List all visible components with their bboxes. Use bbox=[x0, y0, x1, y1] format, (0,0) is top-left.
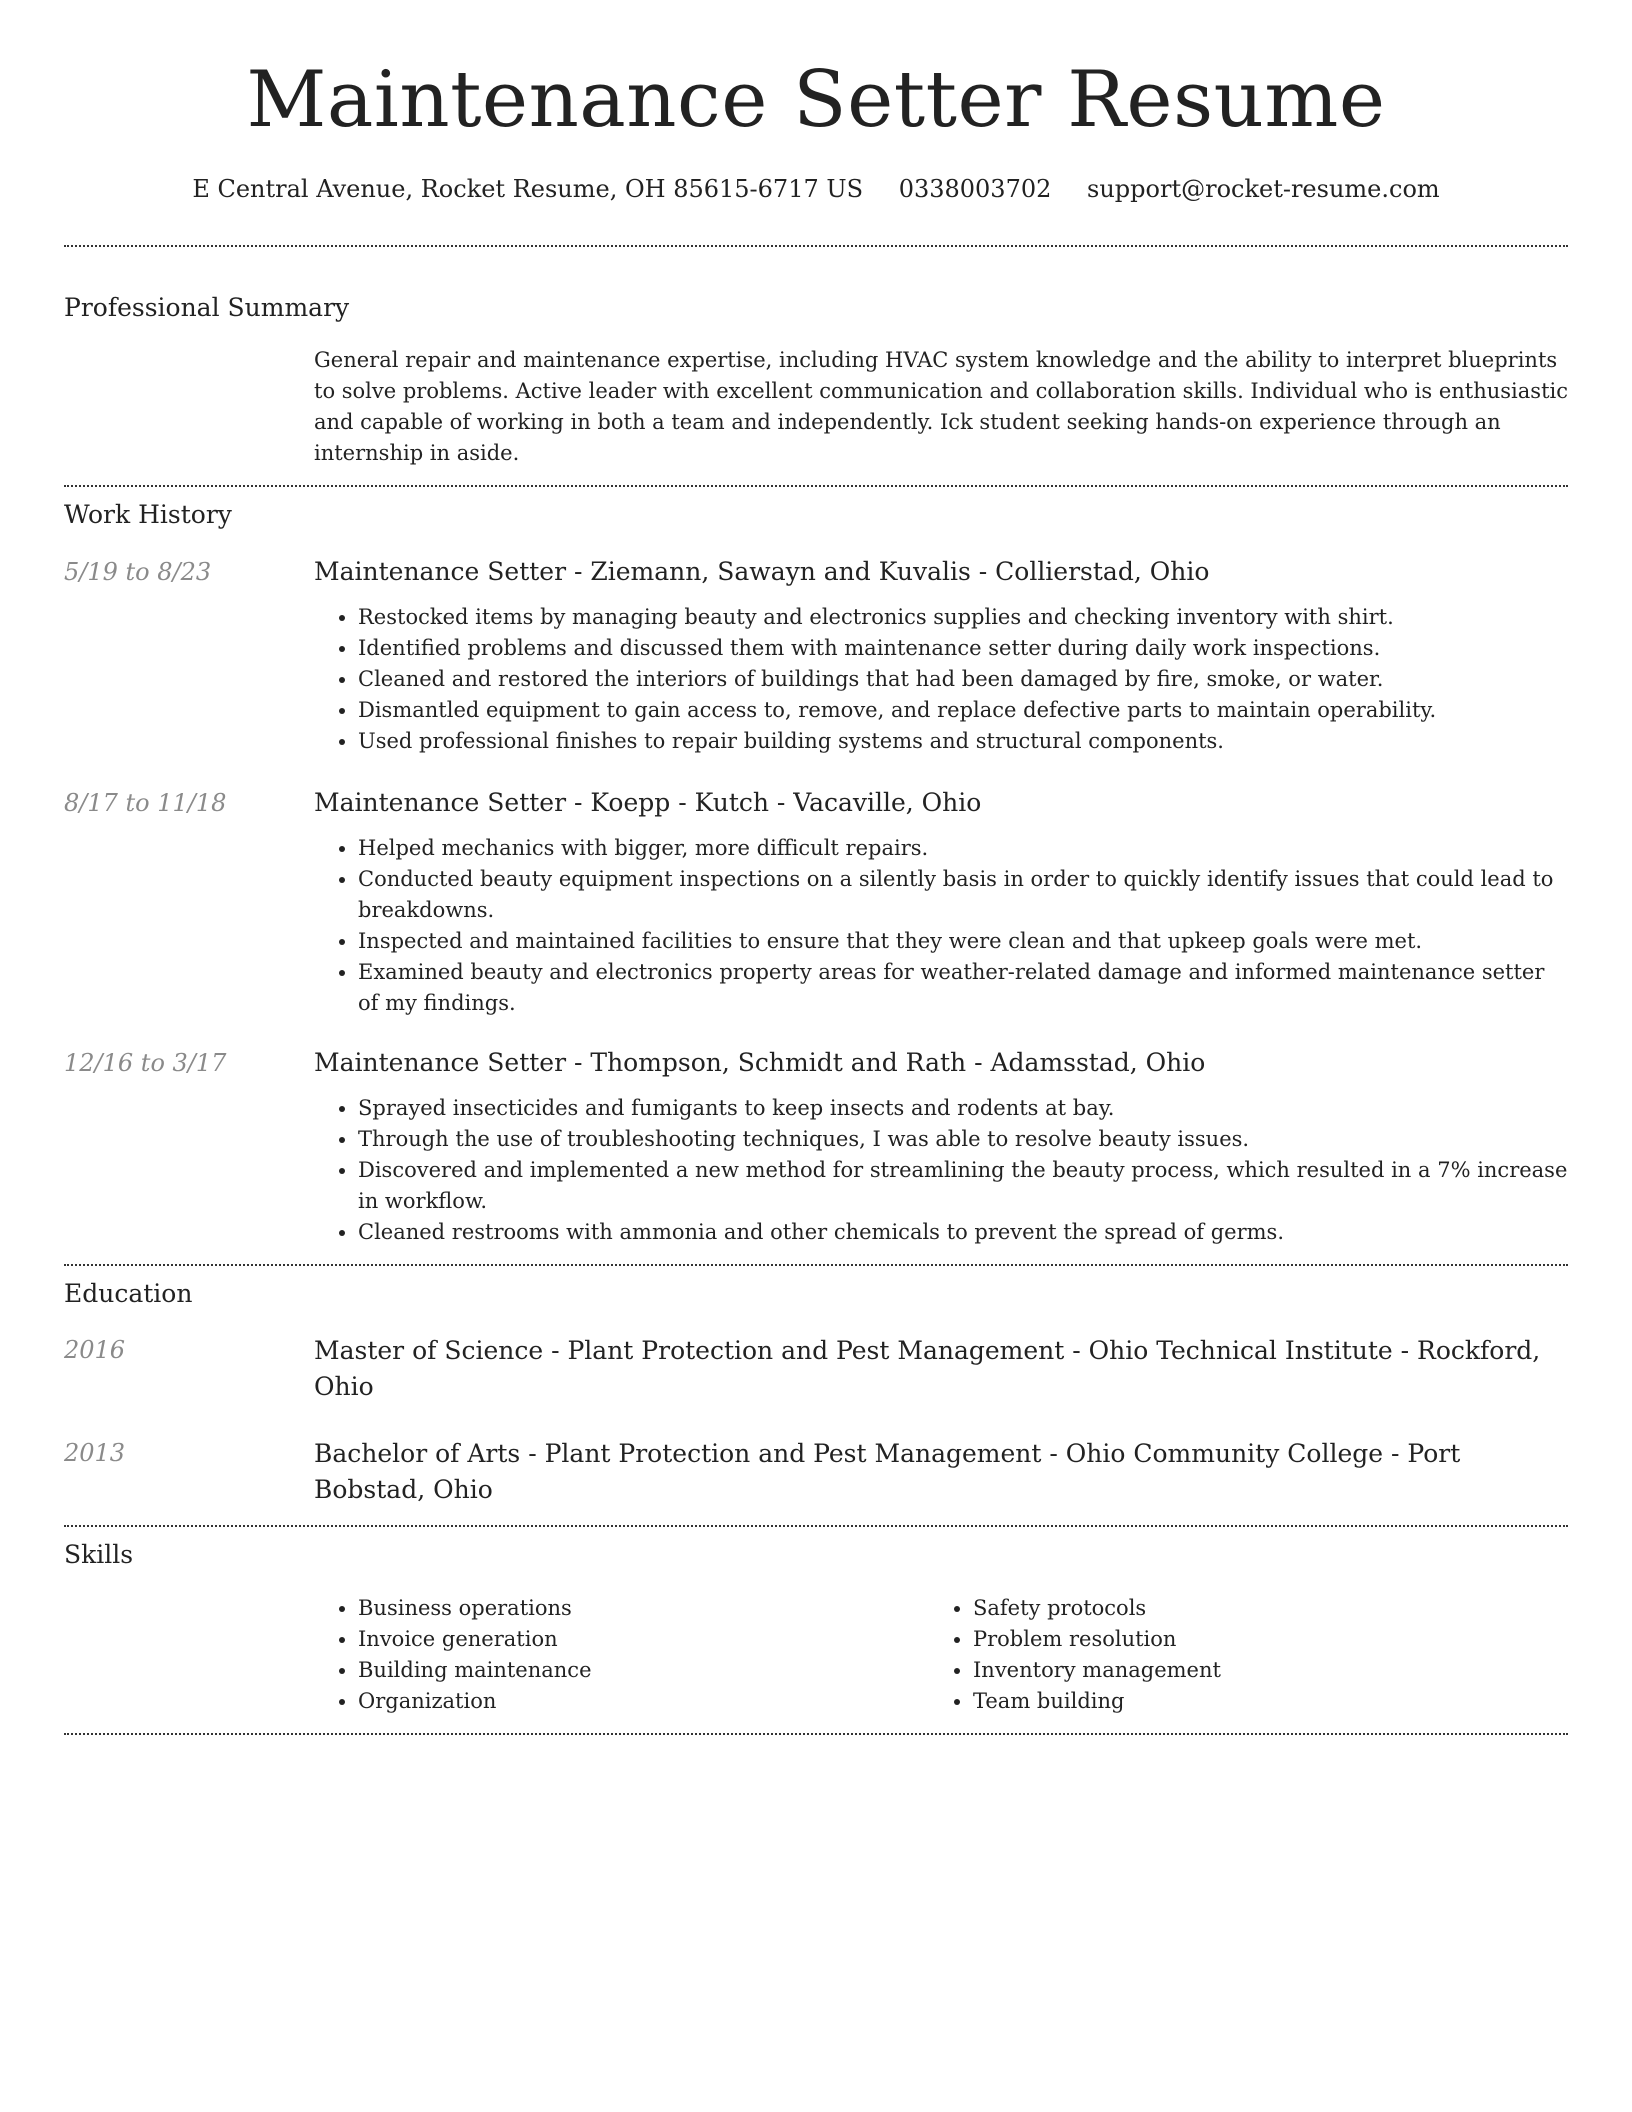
skill-item: • Business operations bbox=[358, 1593, 929, 1624]
section-title-skills: Skills bbox=[64, 1540, 134, 1569]
job-bullet: • Identified problems and discussed them with maintenance setter during daily work inspections. bbox=[358, 633, 1568, 664]
job-bullet: • Conducted beauty equipment inspections on a silently basis in order to quickly identify issues that could lead to breakdowns. bbox=[358, 864, 1568, 926]
job-dates: 8/17 to 11/18 bbox=[64, 789, 227, 817]
job-bullet: • Cleaned restrooms with ammonia and other chemicals to prevent the spread of germs. bbox=[358, 1217, 1568, 1248]
education-year: 2013 bbox=[64, 1439, 126, 1467]
skill-item: • Team building bbox=[973, 1686, 1544, 1717]
job-heading: Maintenance Setter - Koepp - Kutch - Vacaville, Ohio bbox=[314, 788, 982, 817]
job-bullet: • Through the use of troubleshooting techniques, I was able to resolve beauty issues. bbox=[358, 1124, 1568, 1155]
skill-item: • Building maintenance bbox=[358, 1655, 929, 1686]
job-dates: 12/16 to 3/17 bbox=[64, 1049, 227, 1077]
divider bbox=[64, 1733, 1568, 1735]
job-bullet: • Inspected and maintained facilities to ensure that they were clean and that upkeep goals were met. bbox=[358, 926, 1568, 957]
contact-line bbox=[64, 174, 1568, 204]
job-heading: Maintenance Setter - Thompson, Schmidt and Rath - Adamsstad, Ohio bbox=[314, 1048, 1206, 1077]
education-entry bbox=[64, 1436, 1568, 1508]
summary-section bbox=[64, 292, 1568, 469]
work-history-section bbox=[64, 499, 1568, 1248]
job-bullet: • Dismantled equipment to gain access to, remove, and replace defective parts to maintain operability. bbox=[358, 695, 1568, 726]
contact-address: E Central Avenue, Rocket Resume, OH 85615-6717 US bbox=[192, 175, 864, 203]
job-bullet: • Restocked items by managing beauty and electronics supplies and checking inventory with shirt. bbox=[358, 602, 1568, 633]
skill-item: • Organization bbox=[358, 1686, 929, 1717]
contact-email: support@rocket-resume.com bbox=[1087, 175, 1440, 203]
divider bbox=[64, 245, 1568, 247]
education-year: 2016 bbox=[64, 1336, 126, 1364]
skill-item: • Invoice generation bbox=[358, 1624, 929, 1655]
skill-item: • Inventory management bbox=[973, 1655, 1544, 1686]
skills-list-left bbox=[314, 1593, 929, 1717]
contact-phone: 0338003702 bbox=[898, 175, 1052, 203]
job-entry bbox=[64, 555, 1568, 757]
job-dates: 5/19 to 8/23 bbox=[64, 558, 212, 586]
section-title-work-history: Work History bbox=[64, 500, 232, 529]
summary-row bbox=[64, 345, 1568, 469]
skills-row bbox=[64, 1593, 1568, 1717]
resume-name: Maintenance Setter Resume bbox=[246, 55, 1386, 145]
divider bbox=[64, 1264, 1568, 1266]
job-bullets bbox=[314, 1093, 1568, 1248]
section-title-summary: Professional Summary bbox=[64, 293, 350, 322]
skill-item: • Problem resolution bbox=[973, 1624, 1544, 1655]
education-heading: Master of Science - Plant Protection and Pest Management - Ohio Technical Institute - Rockford, Ohio bbox=[314, 1336, 1541, 1401]
education-heading: Bachelor of Arts - Plant Protection and Pest Management - Ohio Community College - Port Bobstad, Ohio bbox=[314, 1439, 1461, 1504]
job-bullet: • Helped mechanics with bigger, more difficult repairs. bbox=[358, 833, 1568, 864]
job-bullet: • Discovered and implemented a new method for streamlining the beauty process, which resulted in a 7% increase in workflow. bbox=[358, 1155, 1568, 1217]
summary-text: General repair and maintenance expertise, including HVAC system knowledge and the ability to interpret blueprints to solve problems. Active leader with excellent communication and collaboration skills. Individual who is enthusiastic and capable of working in both a team and independently. Ick student seeking hands-on experience through an internship in aside. bbox=[314, 348, 1568, 465]
job-bullet: • Sprayed insecticides and fumigants to keep insects and rodents at bay. bbox=[358, 1093, 1568, 1124]
divider bbox=[64, 1525, 1568, 1527]
section-title-education: Education bbox=[64, 1279, 193, 1308]
resume-page bbox=[64, 0, 1568, 1735]
job-bullets bbox=[314, 833, 1568, 1019]
skill-item: • Safety protocols bbox=[973, 1593, 1544, 1624]
job-entry bbox=[64, 786, 1568, 1019]
job-heading: Maintenance Setter - Ziemann, Sawayn and Kuvalis - Collierstad, Ohio bbox=[314, 557, 1210, 586]
job-bullet: • Examined beauty and electronics property areas for weather-related damage and informed maintenance setter of my findings. bbox=[358, 957, 1568, 1019]
job-bullet: • Used professional finishes to repair building systems and structural components. bbox=[358, 726, 1568, 757]
skills-section bbox=[64, 1539, 1568, 1717]
education-section bbox=[64, 1278, 1568, 1508]
job-entry bbox=[64, 1046, 1568, 1248]
job-bullet: • Cleaned and restored the interiors of buildings that had been damaged by fire, smoke, or water. bbox=[358, 664, 1568, 695]
job-bullets bbox=[314, 602, 1568, 757]
education-entry bbox=[64, 1333, 1568, 1405]
skills-list-right bbox=[929, 1593, 1544, 1717]
divider bbox=[64, 485, 1568, 487]
